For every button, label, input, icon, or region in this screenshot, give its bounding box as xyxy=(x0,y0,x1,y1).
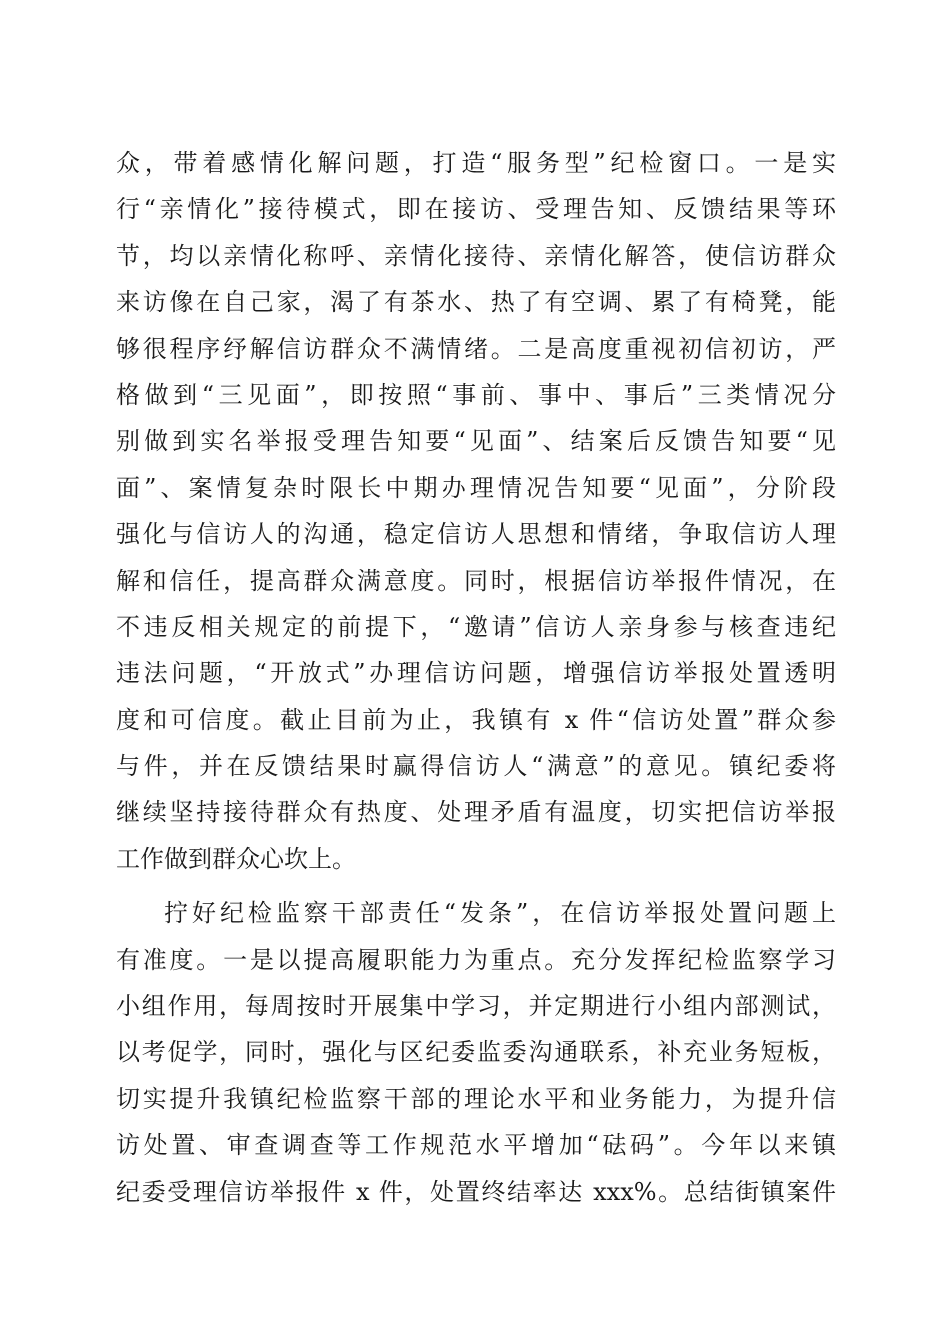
text-line: 强化与信访人的沟通，稳定信访人思想和情绪，争取信访人理 xyxy=(116,520,836,549)
text-line: 切实提升我镇纪检监察干部的理论水平和业务能力，为提升信 xyxy=(116,1084,836,1113)
text-line: 解和信任，提高群众满意度。同时，根据信访举报件情况，在 xyxy=(116,566,836,595)
text-line: 别做到实名举报受理告知要“见面”、结案后反馈告知要“见 xyxy=(116,427,836,456)
paragraph-1 xyxy=(116,140,836,882)
text-line: 纪委受理信访举报件 x 件，处置终结率达 xxx%。总结街镇案件 xyxy=(116,1177,836,1206)
text-line: 与件，并在反馈结果时赢得信访人“满意”的意见。镇纪委将 xyxy=(116,752,836,781)
text-line: 继续坚持接待群众有热度、处理矛盾有温度，切实把信访举报 xyxy=(116,798,836,827)
text-line: 行“亲情化”接待模式，即在接访、受理告知、反馈结果等环 xyxy=(116,195,836,224)
paragraph-2 xyxy=(116,890,836,1215)
text-line: 来访像在自己家，渴了有茶水、热了有空调、累了有椅凳，能 xyxy=(116,288,836,317)
text-line: 以考促学，同时，强化与区纪委监委沟通联系，补充业务短板， xyxy=(116,1038,836,1067)
text-line: 众，带着感情化解问题，打造“服务型”纪检窗口。一是实 xyxy=(116,149,836,177)
text-line: 有准度。一是以提高履职能力为重点。充分发挥纪检监察学习 xyxy=(116,945,836,974)
paragraph-spacer xyxy=(116,882,836,890)
text-line: 访处置、审查调查等工作规范水平增加“砝码”。今年以来镇 xyxy=(116,1131,836,1160)
text-line: 拧好纪检监察干部责任“发条”，在信访举报处置问题上 xyxy=(164,899,836,928)
text-line: 够很程序纾解信访群众不满情绪。二是高度重视初信初访，严 xyxy=(116,334,836,363)
text-line: 度和可信度。截止目前为止，我镇有 x 件“信访处置”群众参 xyxy=(116,705,836,734)
text-line: 格做到“三见面”，即按照“事前、事中、事后”三类情况分 xyxy=(116,380,836,409)
text-line: 面”、案情复杂时限长中期办理情况告知要“见面”，分阶段 xyxy=(116,473,836,502)
text-line: 节，均以亲情化称呼、亲情化接待、亲情化解答，使信访群众 xyxy=(116,241,836,270)
text-line: 违法问题，“开放式”办理信访问题，增强信访举报处置透明 xyxy=(116,659,836,688)
text-line: 不违反相关规定的前提下，“邀请”信访人亲身参与核查违纪 xyxy=(116,612,836,641)
text-line: 工作做到群众心坎上。 xyxy=(116,844,356,873)
text-line: 小组作用，每周按时开展集中学习，并定期进行小组内部测试， xyxy=(116,992,836,1021)
document-body xyxy=(116,140,836,1215)
